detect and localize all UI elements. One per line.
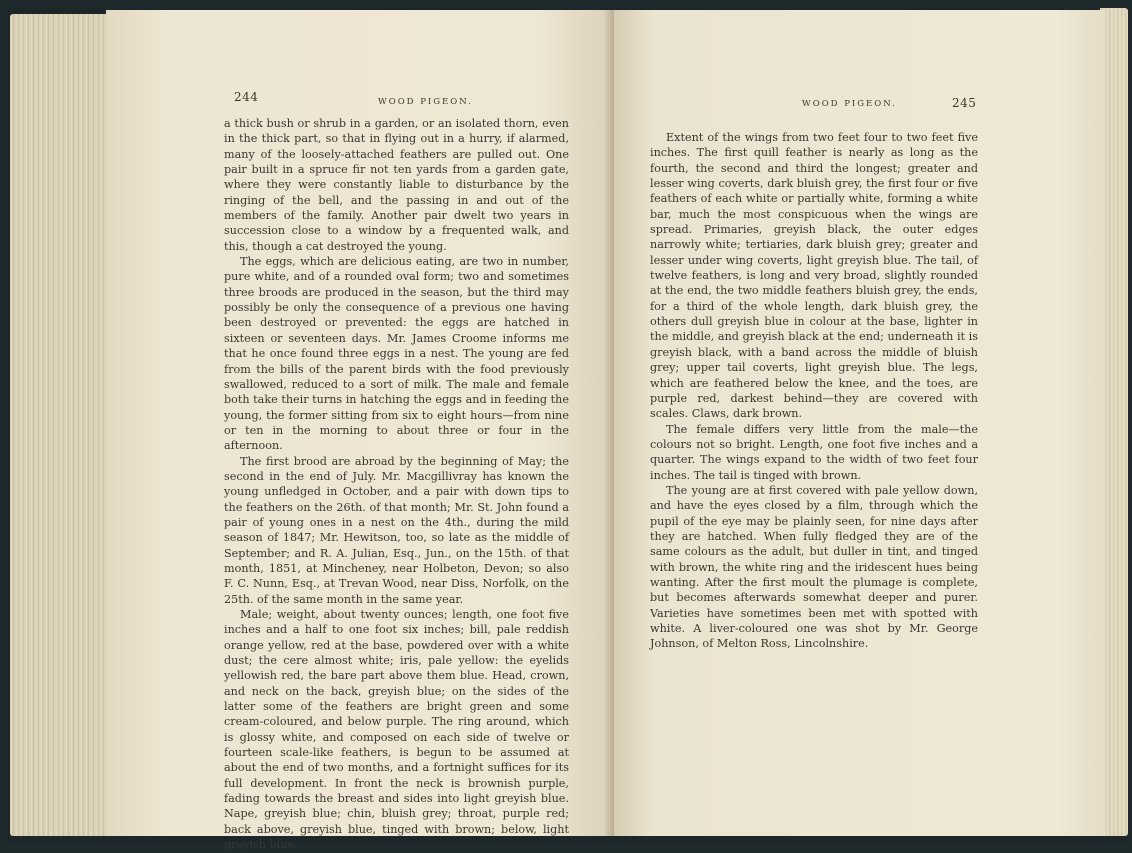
left-body-text — [224, 116, 569, 853]
page-edges-left — [10, 14, 110, 836]
left-paragraph-4: Male; weight, about twenty ounces; length, one foot five inches and a half to one foot six inches; bill, pale reddish orange yellow, red at the base, powdered over with a white dust; the cere almost white; iris, pale yellow: the eyelids yellowish red, the bare part above them blue. Head, crown, and neck on the back, greyish blue; on the sides of the latter some of the feathers are bright green and some cream-coloured, and below purple. The ring around, which is glossy white, and composed on each side of twelve or fourteen scale-like feathers, is begun to be assumed at about the end of two months, and a fortnight suffices for its full development. In front the neck is brownish purple, fading towards the breast and sides into light greyish blue. Nape, greyish blue; chin, bluish grey; throat, purple red; back above, greyish blue, tinged with brown; below, light greyish blue. — [224, 608, 569, 852]
right-paragraph-3: The young are at first covered with pale yellow down, and have the eyes closed by a film, through which the pupil of the eye may be plainly seen, for nine days after they are hatched. When fully fledged they are of the same colours as the adult, but duller in tint, and tinged with brown, the white ring and the iridescent hues being wanting. After the first moult the plumage is complete, but becomes afterwards somewhat deeper and purer. Varieties have sometimes been met with spotted with white. A liver-coloured one was shot by Mr. George Johnson, of Melton Ross, Lincolnshire. — [650, 483, 978, 651]
right-paragraph-2: The female differs very little from the male—the colours not so bright. Length, one foot five inches and a quarter. The wings expand to the width of two feet four inches. The tail is tinged with brown. — [650, 422, 978, 482]
right-body-text — [650, 130, 978, 652]
right-page-number: 245 — [952, 96, 977, 110]
right-page — [614, 10, 1106, 836]
left-running-head: WOOD PIGEON. — [378, 97, 473, 107]
left-page-number: 244 — [234, 90, 259, 104]
left-paragraph-3: The first brood are abroad by the beginning of May; the second in the end of July. Mr. Macgillivray has known the young unfledged in October, and a pair with down tips to the feathers on the 26th. of that month; Mr. St. John found a pair of young ones in a nest on the 4th., during the mild season of 1847; Mr. Hewitson, too, so late as the middle of September; and R. A. Julian, Esq., Jun., on the 15th. of that month, 1851, at Mincheney, near Holbeton, Devon; so also F. C. Nunn, Esq., at Trevan Wood, near Diss, Norfolk, on the 25th. of the same month in the same year. — [224, 454, 569, 606]
right-paragraph-1: Extent of the wings from two feet four to two feet five inches. The first quill feather is nearly as long as the fourth, the second and third the longest; greater and lesser wing coverts, dark bluish grey, the first four or five feathers of each white or partially white, forming a white bar, much the most conspicuous when the wings are spread. Primaries, greyish black, the outer edges narrowly white; tertiaries, dark bluish grey; greater and lesser under wing coverts, light greyish blue. The tail, of twelve feathers, is long and very broad, slightly rounded at the end, the two middle feathers bluish grey, the ends, for a third of the whole length, dark bluish grey, the others dull greyish blue in colour at the base, lighter in the middle, and greyish black at the end; underneath it is greyish black, with a band across the middle of bluish grey; upper tail coverts, light greyish blue. The legs, which are feathered below the knee, and the toes, are purple red, darkest behind—they are covered with scales. Claws, dark brown. — [650, 131, 978, 421]
left-page — [106, 10, 614, 852]
left-paragraph-1: a thick bush or shrub in a garden, or an isolated thorn, even in the thick part, so that in flying out in a hurry, if alarmed, many of the loosely-attached feathers are pulled out. One pair built in a spruce fir not ten yards from a garden gate, where they were constantly liable to disturbance by the ringing of the bell, and the passing in and out of the members of the family. Another pair dwelt two years in succession close to a window by a frequented walk, and this, though a cat destroyed the young. — [224, 117, 569, 253]
left-paragraph-2: The eggs, which are delicious eating, are two in number, pure white, and of a rounded oval form; two and sometimes three broods are produced in the season, but the third may possibly be only the consequence of a previous one having been destroyed or prevented: the eggs are hatched in sixteen or seventeen days. Mr. James Croome informs me that he once found three eggs in a nest. The young are fed from the bills of the parent birds with the food previously swallowed, reduced to a sort of milk. The male and female both take their turns in hatching the eggs and in feeding the young, the former sitting from six to eight hours—from nine or ten in the morning to about three or four in the afternoon. — [224, 255, 569, 453]
right-running-head: WOOD PIGEON. — [802, 99, 897, 109]
